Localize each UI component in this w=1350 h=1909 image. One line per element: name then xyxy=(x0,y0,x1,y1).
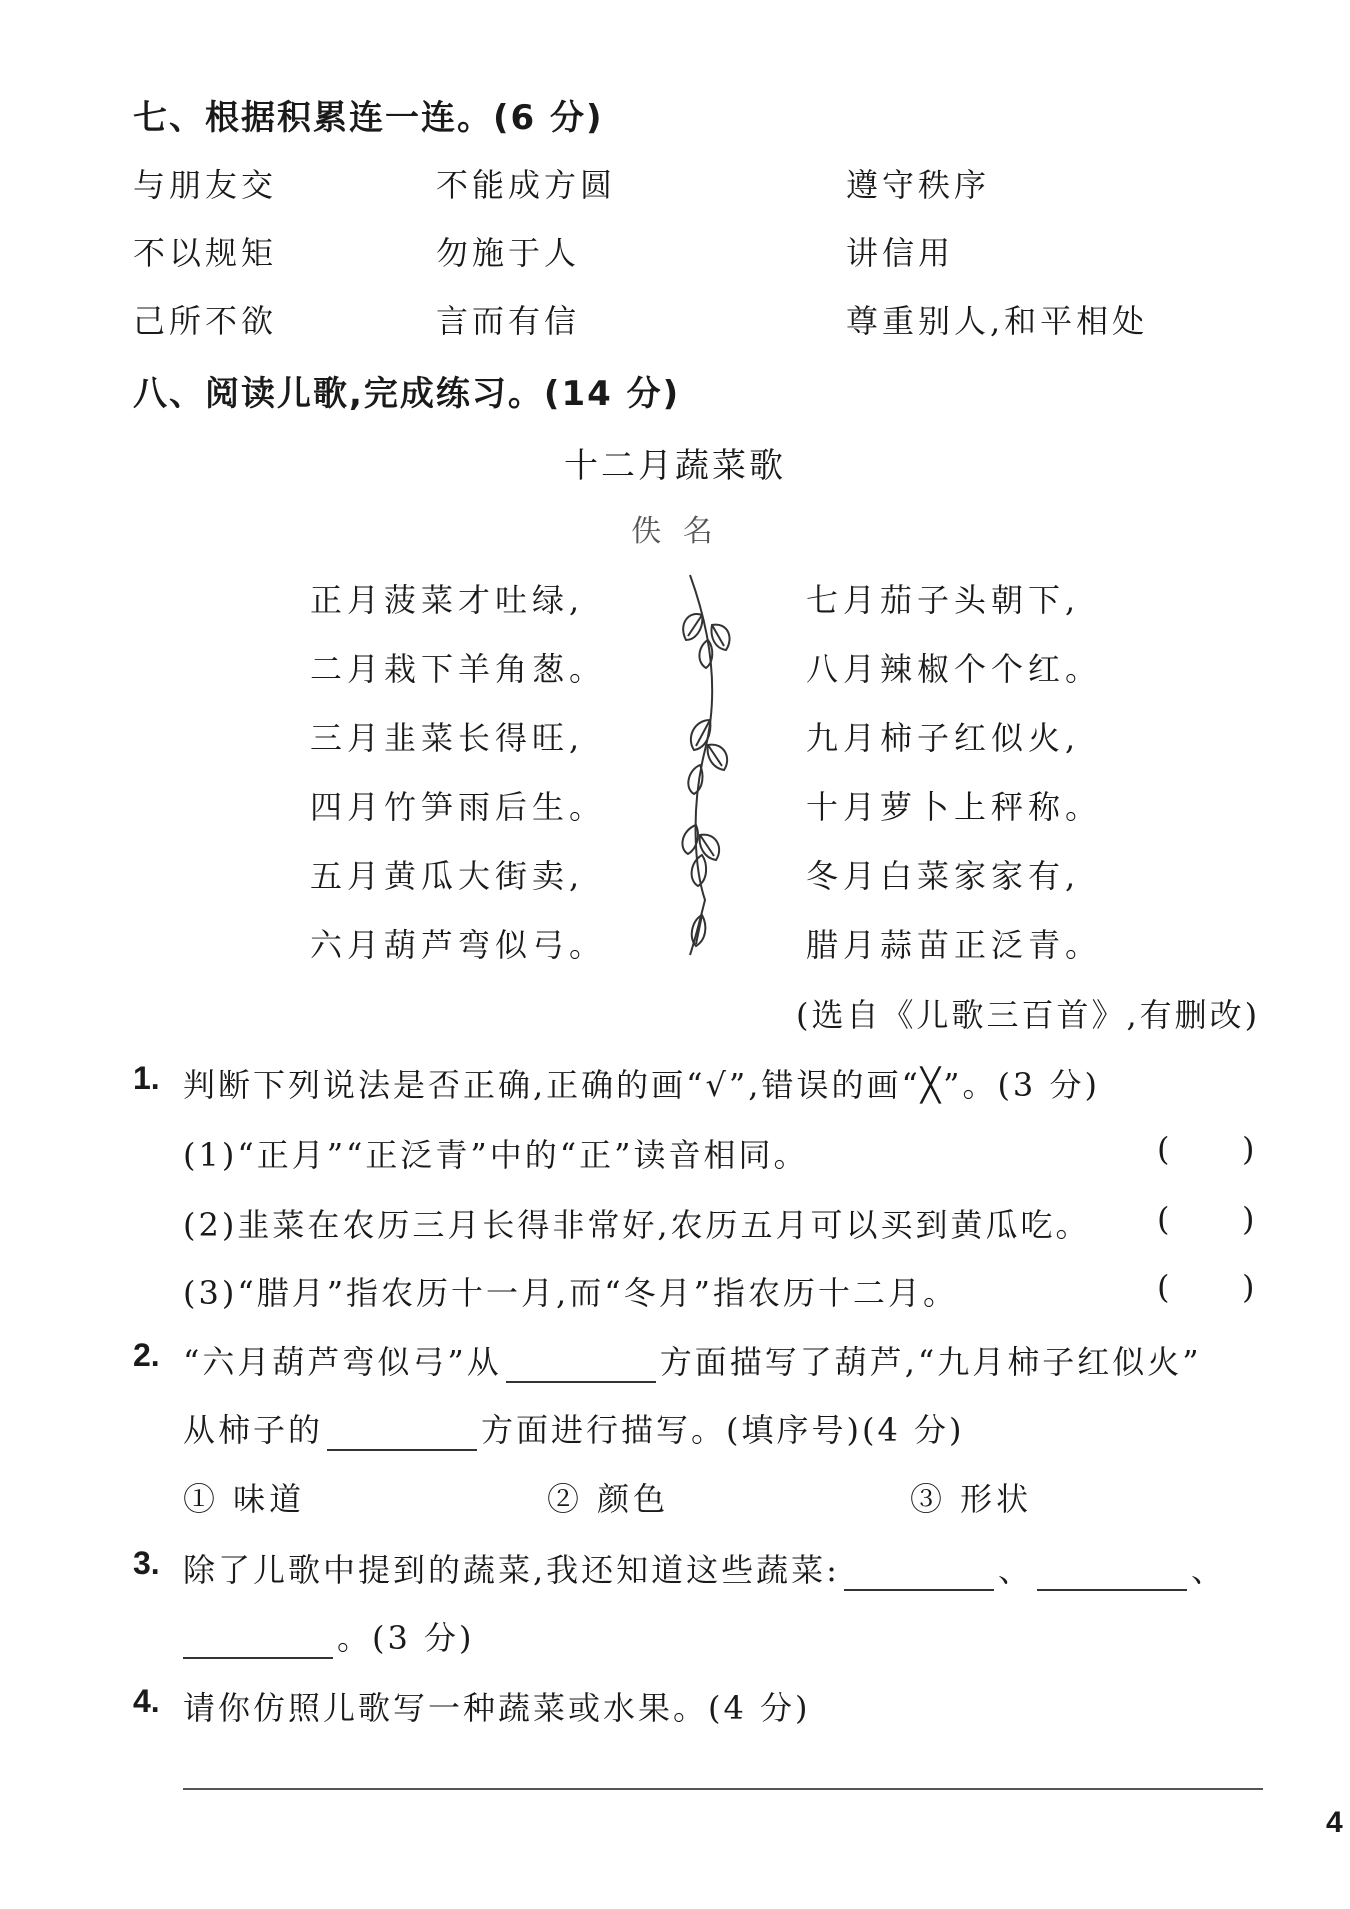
match-col2-item[interactable]: 勿施于人 xyxy=(436,234,581,272)
poem-line: 五月黄瓜大街卖, xyxy=(310,857,585,895)
poem-line: 三月韭菜长得旺, xyxy=(310,719,585,757)
q4-stem: 请你仿照儿歌写一种蔬菜或水果。(4 分) xyxy=(183,1689,811,1727)
q3-text: 除了儿歌中提到的蔬菜,我还知道这些蔬菜: xyxy=(183,1551,840,1589)
q2-blank-1[interactable] xyxy=(506,1347,656,1383)
q3-line1 xyxy=(183,1545,1226,1591)
poem-line: 正月菠菜才吐绿, xyxy=(310,581,585,619)
q1-paren-open: ( xyxy=(1157,1268,1170,1306)
q2-text: 从柿子的 xyxy=(183,1411,324,1449)
q3-text: 。(3 分) xyxy=(337,1619,475,1657)
q2-text: “六月葫芦弯似弓”从 xyxy=(183,1343,502,1381)
poem-source: (选自《儿歌三百首》,有删改) xyxy=(796,996,1261,1034)
q3-number: 3. xyxy=(133,1545,160,1581)
poem-line: 六月葫芦弯似弓。 xyxy=(310,926,607,964)
poem-line: 十月萝卜上秤称。 xyxy=(806,788,1103,826)
q1-stem: 判断下列说法是否正确,正确的画“√”,错误的画“╳”。(3 分) xyxy=(183,1066,1100,1104)
q1-paren-open: ( xyxy=(1157,1130,1170,1168)
q3-sep: 、 xyxy=(997,1551,1033,1589)
q1-paren-close: ) xyxy=(1242,1130,1255,1168)
q1-item: (1)“正月”“正泛青”中的“正”读音相同。 xyxy=(183,1136,809,1174)
q1-paren-open: ( xyxy=(1157,1200,1170,1238)
answer-box-2[interactable] xyxy=(1176,1198,1232,1238)
match-col2-item[interactable]: 不能成方圆 xyxy=(436,166,617,204)
poem-line: 腊月蒜苗正泛青。 xyxy=(806,926,1103,964)
q1-item: (2)韭菜在农历三月长得非常好,农历五月可以买到黄瓜吃。 xyxy=(183,1206,1091,1244)
q2-text: 方面描写了葫芦,“九月柿子红似火” xyxy=(659,1343,1202,1381)
poem-line: 冬月白菜家家有, xyxy=(806,857,1081,895)
q1-item: (3)“腊月”指农历十一月,而“冬月”指农历十二月。 xyxy=(183,1274,958,1312)
q2-option: ② 颜色 xyxy=(547,1480,670,1518)
poem-line: 八月辣椒个个红。 xyxy=(806,650,1103,688)
q4-answer-line[interactable] xyxy=(183,1788,1263,1790)
q1-paren-close: ) xyxy=(1242,1268,1255,1306)
q3-blank-2[interactable] xyxy=(1037,1555,1187,1591)
q1-paren-close: ) xyxy=(1242,1200,1255,1238)
match-col2-item[interactable]: 言而有信 xyxy=(436,302,581,340)
answer-box-1[interactable] xyxy=(1176,1128,1232,1168)
poem-line: 七月茄子头朝下, xyxy=(806,581,1081,619)
poem-author: 佚 名 xyxy=(631,514,719,549)
answer-box-3[interactable] xyxy=(1176,1266,1232,1306)
match-col1-item[interactable]: 与朋友交 xyxy=(133,166,278,204)
q3-line2 xyxy=(183,1613,475,1659)
poem-line: 四月竹笋雨后生。 xyxy=(310,788,607,826)
section8-title: 八、阅读儿歌,完成练习。(14 分) xyxy=(133,374,681,414)
q2-text: 方面进行描写。(填序号)(4 分) xyxy=(481,1411,965,1449)
q2-line2 xyxy=(183,1405,965,1451)
page-number: 4 xyxy=(1326,1806,1343,1839)
poem-title: 十二月蔬菜歌 xyxy=(564,446,786,486)
q3-blank-3[interactable] xyxy=(183,1623,333,1659)
q3-blank-1[interactable] xyxy=(844,1555,994,1591)
q2-number: 2. xyxy=(133,1337,160,1373)
match-col3-item[interactable]: 讲信用 xyxy=(846,234,955,272)
q3-sep: 、 xyxy=(1190,1551,1226,1589)
match-col3-item[interactable]: 尊重别人,和平相处 xyxy=(846,302,1149,340)
section7-title: 七、根据积累连一连。(6 分) xyxy=(133,98,604,138)
q1-number: 1. xyxy=(133,1060,160,1096)
q2-line1 xyxy=(183,1337,1202,1383)
q2-blank-2[interactable] xyxy=(327,1415,477,1451)
q2-option: ③ 形状 xyxy=(910,1480,1033,1518)
match-col3-item[interactable]: 遵守秩序 xyxy=(846,166,991,204)
poem-line: 二月栽下羊角葱。 xyxy=(310,650,607,688)
vine-decoration-icon xyxy=(650,570,750,960)
q4-number: 4. xyxy=(133,1683,160,1719)
q2-option: ① 味道 xyxy=(183,1480,306,1518)
match-col1-item[interactable]: 己所不欲 xyxy=(133,302,278,340)
match-col1-item[interactable]: 不以规矩 xyxy=(133,234,278,272)
poem-line: 九月柿子红似火, xyxy=(806,719,1081,757)
